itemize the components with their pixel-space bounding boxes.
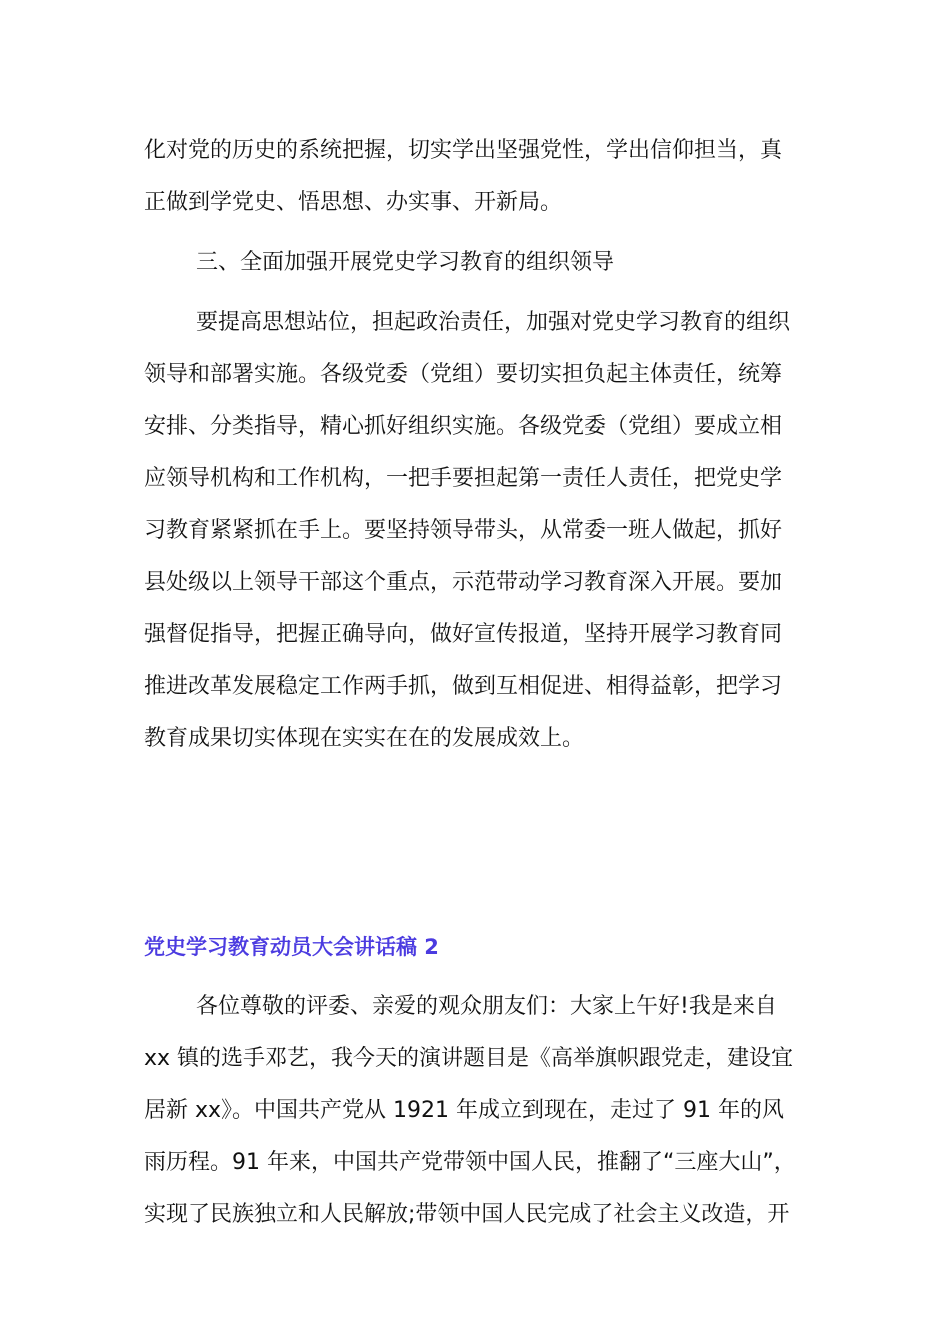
blank-space bbox=[144, 773, 804, 923]
text-line: 安排、分类指导，精心抓好组织实施。各级党委（党组）要成立相 bbox=[144, 414, 783, 439]
text-line: 实现了民族独立和人民解放;带领中国人民完成了社会主义改造，开 bbox=[144, 1202, 790, 1227]
text-line: 领导和部署实施。各级党委（党组）要切实担负起主体责任，统筹 bbox=[144, 362, 783, 387]
section-heading bbox=[144, 237, 804, 289]
text-line: 教育成果切实体现在实实在在的发展成效上。 bbox=[144, 726, 585, 751]
text-line: 居新 xx》。中国共产党从 1921 年成立到现在，走过了 91 年的风 bbox=[144, 1098, 784, 1123]
paragraph-3 bbox=[144, 981, 804, 1241]
text-line: 各位尊敬的评委、亲爱的观众朋友们：大家上午好!我是来自 bbox=[196, 994, 777, 1019]
text-line: 应领导机构和工作机构，一把手要担起第一责任人责任，把党史学 bbox=[144, 466, 783, 491]
text-line: 习教育紧紧抓在手上。要坚持领导带头，从常委一班人做起，抓好 bbox=[144, 518, 783, 543]
text-line: 强督促指导，把握正确导向，做好宣传报道，坚持开展学习教育同 bbox=[144, 622, 783, 647]
section-3-heading: 三、全面加强开展党史学习教育的组织领导 bbox=[196, 250, 615, 275]
document-body bbox=[144, 125, 804, 1249]
text-line: 雨历程。91 年来，中国共产党带领中国人民，推翻了“三座大山”， bbox=[144, 1150, 796, 1175]
article-2-title: 党史学习教育动员大会讲话稿 2 bbox=[144, 935, 439, 959]
paragraph-2 bbox=[144, 297, 804, 765]
text-line: xx 镇的选手邓艺，我今天的演讲题目是《高举旗帜跟党走，建设宜 bbox=[144, 1046, 794, 1071]
text-line: 推进改革发展稳定工作两手抓，做到互相促进、相得益彰，把学习 bbox=[144, 674, 783, 699]
text-line: 正做到学党史、悟思想、办实事、开新局。 bbox=[144, 190, 563, 215]
text-line: 化对党的历史的系统把握，切实学出坚强党性，学出信仰担当，真 bbox=[144, 138, 783, 163]
text-line: 要提高思想站位，担起政治责任，加强对党史学习教育的组织 bbox=[196, 310, 791, 335]
text-line: 县处级以上领导干部这个重点，示范带动学习教育深入开展。要加 bbox=[144, 570, 783, 595]
paragraph-1 bbox=[144, 125, 804, 229]
